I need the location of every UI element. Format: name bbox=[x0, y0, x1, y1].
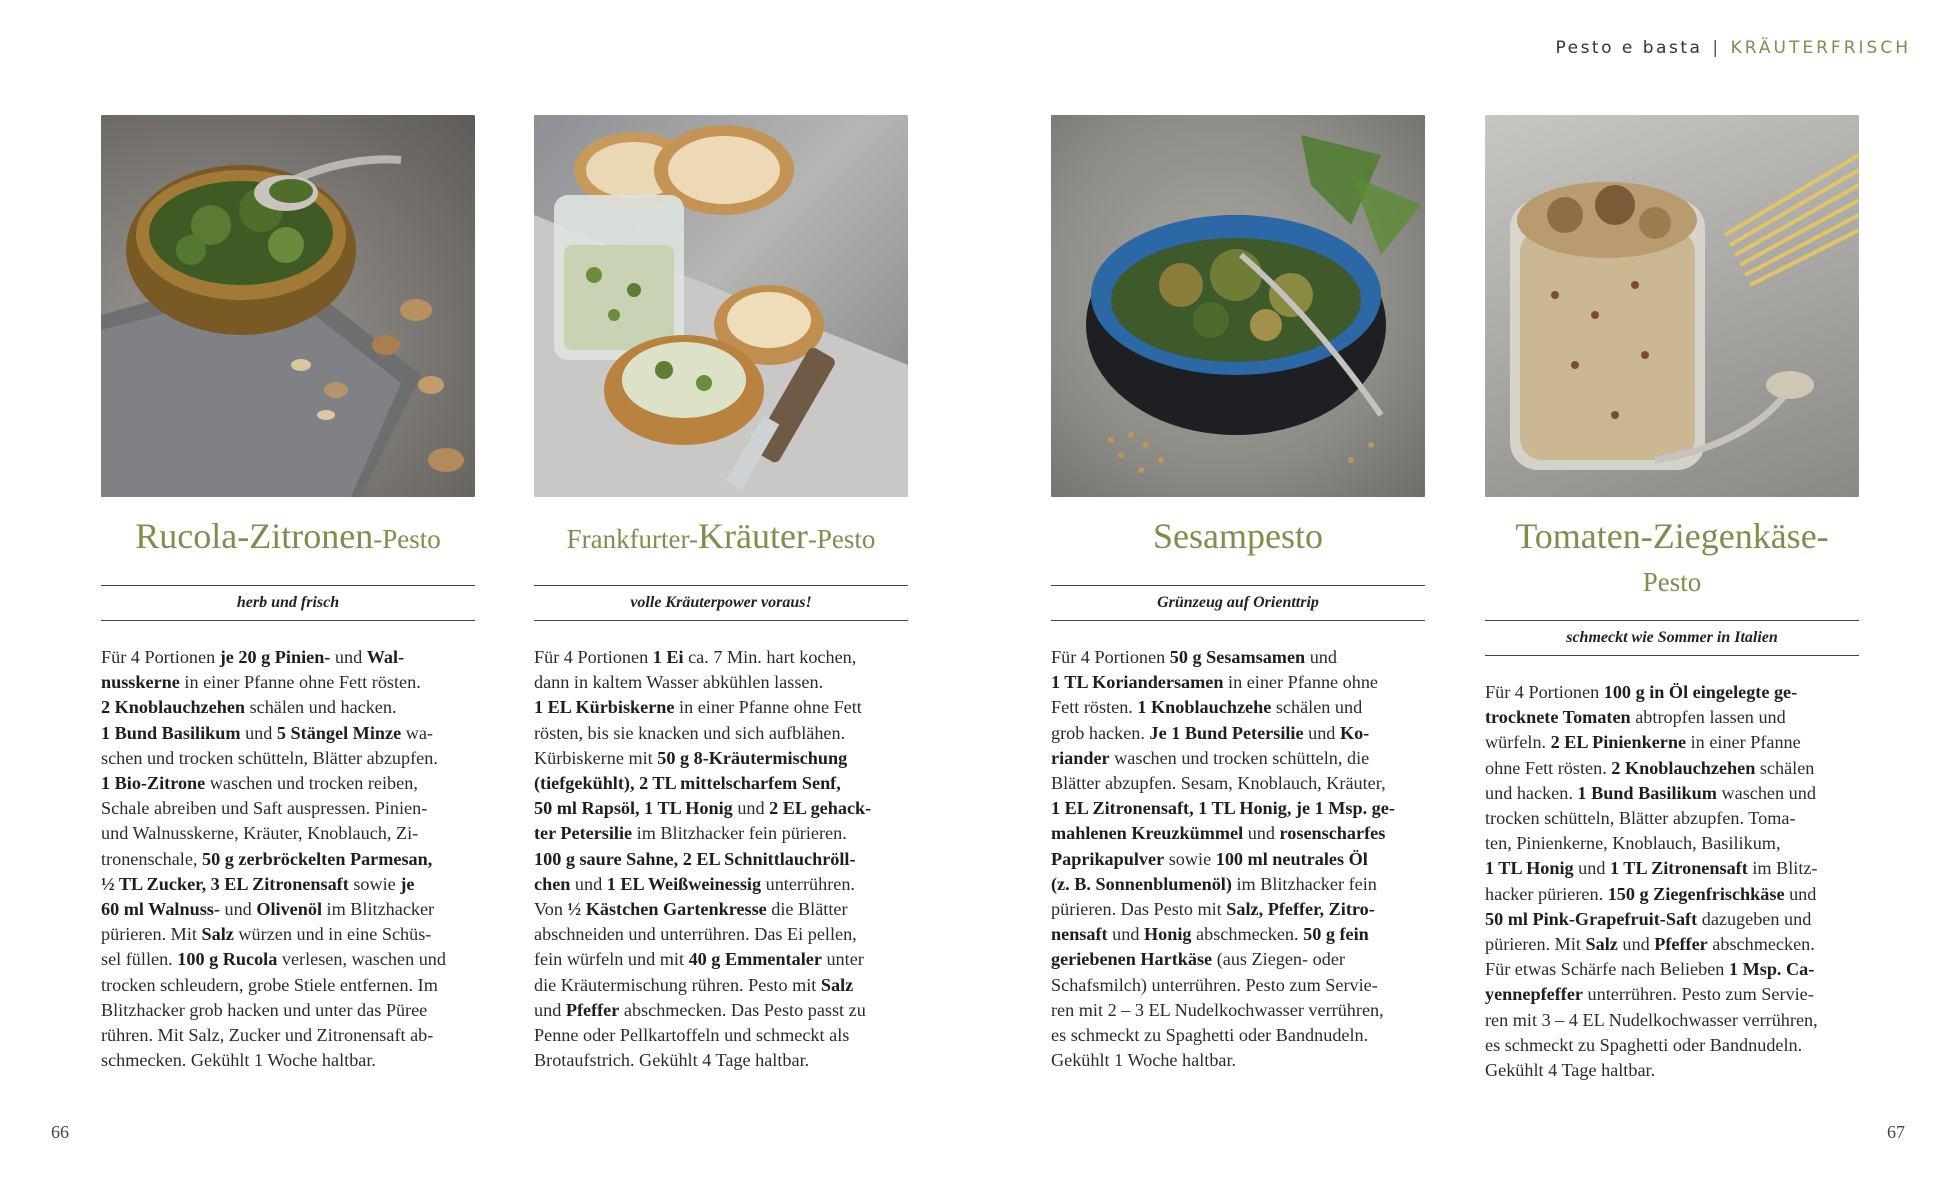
ingredient-text: 1 EL Weißweinessig bbox=[606, 873, 762, 894]
instruction-line bbox=[1051, 796, 1425, 821]
instruction-line bbox=[1051, 695, 1425, 720]
instruction-line bbox=[1485, 781, 1859, 806]
ingredient-text: 2 EL Pinienkerne bbox=[1550, 732, 1687, 753]
ingredient-text: chen bbox=[534, 873, 571, 894]
instruction-line bbox=[1485, 957, 1859, 982]
instruction-line bbox=[101, 922, 475, 947]
recipe-instructions bbox=[534, 645, 908, 1073]
ingredient-text: 50 g fein bbox=[1303, 924, 1369, 945]
recipe-card bbox=[1051, 115, 1425, 1073]
instruction-line bbox=[101, 670, 475, 695]
instruction-text: sowie bbox=[1164, 848, 1216, 869]
instruction-line bbox=[534, 947, 908, 972]
instruction-text: und hacken. bbox=[1485, 782, 1578, 803]
recipe-subtitle: volle Kräuterpower voraus! bbox=[534, 585, 908, 621]
instruction-text: und bbox=[570, 873, 607, 894]
ingredient-text: Wal- bbox=[366, 647, 405, 667]
instruction-line bbox=[534, 922, 908, 947]
header-separator: | bbox=[1712, 38, 1721, 58]
instruction-text: dazugeben und bbox=[1697, 908, 1812, 929]
instruction-line bbox=[1485, 907, 1859, 932]
instruction-text: Für 4 Portionen bbox=[534, 647, 653, 667]
instruction-line bbox=[534, 847, 908, 872]
instruction-line bbox=[1485, 831, 1859, 856]
instruction-text: unterrühren. Pesto zum Servie- bbox=[1582, 984, 1814, 1005]
instruction-text: abschmecken. bbox=[1191, 924, 1304, 945]
running-header bbox=[1555, 38, 1911, 58]
instruction-text: schen und trocken schütteln, Blätter abzupfen. bbox=[101, 747, 438, 768]
instruction-text: pürieren. Das Pesto mit bbox=[1051, 899, 1227, 920]
ingredient-text: ter Petersilie bbox=[534, 823, 633, 844]
tomaten-ziegenkaese-pesto-jar-photo bbox=[1485, 115, 1859, 497]
instruction-line bbox=[1051, 847, 1425, 872]
ingredient-text: 1 Knoblauchzehe bbox=[1137, 697, 1272, 718]
instruction-text: und bbox=[534, 999, 566, 1020]
recipe-instructions bbox=[1485, 680, 1859, 1083]
instruction-line bbox=[1051, 897, 1425, 922]
ingredient-text: 50 ml Pink-Grapefruit-Saft bbox=[1485, 908, 1698, 929]
recipe-subtitle: herb und frisch bbox=[101, 585, 475, 621]
ingredient-text: Pfeffer bbox=[565, 999, 620, 1020]
instruction-line bbox=[534, 645, 908, 670]
recipe-card bbox=[101, 115, 475, 1073]
instruction-text: wa- bbox=[401, 722, 433, 743]
instruction-text: und bbox=[240, 722, 277, 743]
instruction-text: (aus Ziegen- oder bbox=[1212, 949, 1345, 970]
instruction-line bbox=[534, 721, 908, 746]
page-number-left: 66 bbox=[51, 1122, 69, 1142]
instruction-text: schmecken. Gekühlt 1 Woche haltbar. bbox=[101, 1050, 376, 1071]
ingredient-text: 1 TL Koriandersamen bbox=[1051, 672, 1224, 693]
ingredient-text: Salz bbox=[820, 974, 854, 995]
instruction-text: und bbox=[1107, 924, 1144, 945]
recipe-title bbox=[1485, 517, 1859, 606]
ingredient-text: 1 EL Kürbiskerne bbox=[534, 697, 675, 718]
instruction-line bbox=[1485, 1008, 1859, 1033]
ingredient-text: 100 g Rucola bbox=[177, 949, 278, 970]
recipe-card bbox=[1485, 115, 1859, 1083]
instruction-text: in einer Pfanne ohne Fett bbox=[674, 697, 862, 718]
instruction-text: Gekühlt 1 Woche haltbar. bbox=[1051, 1050, 1237, 1071]
ingredient-text: (z. B. Sonnenblumenöl) bbox=[1051, 873, 1232, 894]
instruction-text: schälen und bbox=[1271, 697, 1363, 718]
instruction-text: Blätter abzupfen. Sesam, Knoblauch, Kräuter, bbox=[1051, 773, 1386, 794]
instruction-text: schälen bbox=[1755, 757, 1815, 778]
instruction-text: Schale abreiben und Saft auspressen. Pinien- bbox=[101, 798, 428, 819]
instruction-line bbox=[101, 721, 475, 746]
instruction-line bbox=[534, 821, 908, 846]
instruction-line bbox=[1051, 1048, 1425, 1073]
instruction-text: ren mit 2 – 3 EL Nudelkochwasser verrühren, bbox=[1051, 999, 1384, 1020]
instruction-line bbox=[101, 973, 475, 998]
ingredient-text: 1 Bio-Zitrone bbox=[101, 773, 206, 794]
instruction-line bbox=[1051, 872, 1425, 897]
instruction-text: im Blitzhacker fein pürieren. bbox=[632, 823, 847, 844]
instruction-text: hacker pürieren. bbox=[1485, 883, 1608, 904]
ingredient-text: 1 TL Honig bbox=[1485, 858, 1574, 879]
title-part: -Pesto bbox=[807, 524, 876, 554]
instruction-line bbox=[534, 695, 908, 720]
instruction-line bbox=[1485, 806, 1859, 831]
ingredient-text: yennepfeffer bbox=[1485, 984, 1583, 1005]
page-number-right: 67 bbox=[1887, 1122, 1905, 1142]
ingredient-text: Ko- bbox=[1339, 722, 1370, 743]
instruction-text: Gekühlt 4 Tage haltbar. bbox=[1485, 1060, 1656, 1081]
instruction-line bbox=[534, 897, 908, 922]
instruction-text: waschen und bbox=[1716, 782, 1816, 803]
ingredient-text: 2 Knoblauchzehen bbox=[101, 697, 246, 718]
instruction-text: im Blitzhacker fein bbox=[1231, 873, 1377, 894]
sesampesto-blue-bowl-photo bbox=[1051, 115, 1425, 497]
instruction-text: die Kräutermischung rühren. Pesto mit bbox=[534, 974, 821, 995]
recipe-title bbox=[1051, 517, 1425, 571]
instruction-text: in einer Pfanne bbox=[1686, 732, 1801, 753]
instruction-text: sel füllen. bbox=[101, 949, 178, 970]
instruction-text: Für 4 Portionen bbox=[1051, 647, 1170, 667]
instruction-text: und bbox=[1784, 883, 1817, 904]
ingredient-text: ½ TL Zucker, 3 EL Zitronensaft bbox=[101, 873, 349, 894]
instruction-text: in einer Pfanne ohne Fett rösten. bbox=[179, 672, 421, 693]
ingredient-text: Salz bbox=[1585, 934, 1618, 955]
instruction-text: abschmecken. bbox=[1707, 934, 1815, 955]
instruction-line bbox=[1051, 922, 1425, 947]
instruction-line bbox=[101, 872, 475, 897]
instruction-line bbox=[101, 821, 475, 846]
recipe-instructions bbox=[101, 645, 475, 1073]
recipe-instructions bbox=[1051, 645, 1425, 1073]
title-part: Sesampesto bbox=[1153, 516, 1323, 556]
instruction-text: fein würfeln und mit bbox=[534, 949, 689, 970]
instruction-line bbox=[1051, 1023, 1425, 1048]
instruction-line bbox=[534, 670, 908, 695]
title-part: Pesto bbox=[1642, 567, 1702, 597]
instruction-line bbox=[1051, 821, 1425, 846]
instruction-line bbox=[101, 746, 475, 771]
frankfurter-pesto-bread-photo bbox=[534, 115, 908, 497]
instruction-text: in einer Pfanne ohne bbox=[1223, 672, 1379, 693]
instruction-line bbox=[101, 847, 475, 872]
instruction-line bbox=[534, 1023, 908, 1048]
instruction-text: tronenschale, bbox=[101, 848, 202, 869]
instruction-text: abtropfen lassen und bbox=[1630, 707, 1786, 728]
ingredient-text: 50 g Sesamsamen bbox=[1169, 647, 1306, 667]
ingredient-text: 1 Bund Basilikum bbox=[1577, 782, 1717, 803]
instruction-line bbox=[101, 695, 475, 720]
title-part: Frankfurter- bbox=[566, 524, 698, 554]
instruction-text: Brotaufstrich. Gekühlt 4 Tage haltbar. bbox=[534, 1050, 810, 1071]
ingredient-text: 100 g saure Sahne, 2 EL Schnittlauchröll- bbox=[534, 848, 856, 869]
instruction-line bbox=[1485, 1033, 1859, 1058]
ingredient-text: Pfeffer bbox=[1654, 934, 1708, 955]
ingredient-text: 150 g Ziegenfrischkäse bbox=[1607, 883, 1785, 904]
instruction-line bbox=[1485, 756, 1859, 781]
instruction-text: ohne Fett rösten. bbox=[1485, 757, 1612, 778]
instruction-line bbox=[534, 872, 908, 897]
instruction-text: unterrühren. bbox=[761, 873, 855, 894]
instruction-text: Penne oder Pellkartoffeln und schmeckt als bbox=[534, 1025, 850, 1046]
title-part: Kräuter bbox=[697, 516, 808, 556]
ingredient-text: nensaft bbox=[1051, 924, 1108, 945]
instruction-text: abschmecken. Das Pesto passt zu bbox=[619, 999, 866, 1020]
instruction-text: Blitzhacker grob hacken und unter das Püree bbox=[101, 999, 428, 1020]
ingredient-text: 2 Knoblauchzehen bbox=[1611, 757, 1756, 778]
ingredient-text: 1 Ei bbox=[652, 647, 684, 667]
instruction-text: Für etwas Schärfe nach Belieben bbox=[1485, 959, 1729, 980]
ingredient-text: Salz, Pfeffer, Zitro- bbox=[1226, 899, 1375, 920]
rucola-pesto-bowl-photo bbox=[101, 115, 475, 497]
book-title: Pesto e basta bbox=[1555, 38, 1703, 58]
instruction-line bbox=[101, 1023, 475, 1048]
ingredient-text: 1 EL Zitronensaft, 1 TL Honig, je 1 Msp. ge- bbox=[1051, 798, 1395, 819]
instruction-line bbox=[1485, 856, 1859, 881]
ingredient-text: mahlenen Kreuzkümmel bbox=[1051, 823, 1244, 844]
instruction-text: waschen und trocken reiben, bbox=[205, 773, 418, 794]
ingredient-text: 60 ml Walnuss- bbox=[101, 899, 220, 920]
instruction-line bbox=[101, 1048, 475, 1073]
instruction-line bbox=[101, 897, 475, 922]
ingredient-text: riander bbox=[1051, 747, 1110, 768]
instruction-text: trocken schütteln, Blätter abzupfen. Toma- bbox=[1485, 808, 1796, 829]
instruction-line bbox=[534, 771, 908, 796]
instruction-line bbox=[534, 1048, 908, 1073]
instruction-text: würzen und in eine Schüs- bbox=[233, 924, 432, 945]
title-part: Tomaten-Ziegenkäse- bbox=[1515, 516, 1829, 556]
instruction-text: Schafsmilch) unterrühren. Pesto zum Servie- bbox=[1051, 974, 1378, 995]
instruction-line bbox=[534, 746, 908, 771]
ingredient-text: je bbox=[400, 873, 415, 894]
recipe-card bbox=[534, 115, 908, 1073]
ingredient-text: 2 EL gehack- bbox=[769, 798, 872, 819]
instruction-line bbox=[1051, 746, 1425, 771]
instruction-line bbox=[1051, 721, 1425, 746]
ingredient-text: Olivenöl bbox=[256, 899, 322, 920]
ingredient-text: 1 Msp. Ca- bbox=[1728, 959, 1815, 980]
instruction-text: und bbox=[219, 899, 257, 920]
instruction-text: und bbox=[1305, 647, 1337, 667]
ingredient-text: 40 g Emmentaler bbox=[688, 949, 822, 970]
instruction-text: würfeln. bbox=[1485, 732, 1551, 753]
title-part: -Pesto bbox=[373, 524, 441, 554]
instruction-line bbox=[1485, 882, 1859, 907]
instruction-text: grob hacken. bbox=[1051, 722, 1150, 743]
ingredient-text: ½ Kästchen Gartenkresse bbox=[567, 899, 767, 920]
ingredient-text: je 20 g Pinien- bbox=[219, 647, 331, 667]
instruction-text: verlesen, waschen und bbox=[277, 949, 446, 970]
instruction-text: ten, Pinienkerne, Knoblauch, Basilikum, bbox=[1485, 833, 1781, 854]
instruction-text: schälen und hacken. bbox=[245, 697, 397, 718]
instruction-line bbox=[1485, 932, 1859, 957]
ingredient-text: 50 g 8-Kräutermischung bbox=[657, 747, 848, 768]
instruction-text: ren mit 3 – 4 EL Nudelkochwasser verrühren, bbox=[1485, 1009, 1818, 1030]
instruction-line bbox=[101, 998, 475, 1023]
instruction-text: die Blätter bbox=[766, 899, 848, 920]
instruction-line bbox=[1051, 670, 1425, 695]
instruction-line bbox=[534, 998, 908, 1023]
instruction-line bbox=[1485, 1058, 1859, 1083]
ingredient-text: Paprikapulver bbox=[1051, 848, 1165, 869]
ingredient-text: 50 ml Rapsöl, 1 TL Honig bbox=[534, 798, 733, 819]
ingredient-text: trocknete Tomaten bbox=[1485, 707, 1631, 728]
instruction-text: und bbox=[330, 647, 367, 667]
instruction-line bbox=[1051, 998, 1425, 1023]
ingredient-text: 1 TL Zitronensaft bbox=[1610, 858, 1748, 879]
instruction-text: dann in kaltem Wasser abkühlen lassen. bbox=[534, 672, 824, 693]
instruction-line bbox=[101, 796, 475, 821]
instruction-text: waschen und trocken schütteln, die bbox=[1109, 747, 1370, 768]
instruction-text: pürieren. Mit bbox=[101, 924, 202, 945]
ingredient-text: Je 1 Bund Petersilie bbox=[1149, 722, 1304, 743]
instruction-line bbox=[1051, 947, 1425, 972]
ingredient-text: 100 ml neutrales Öl bbox=[1215, 848, 1368, 869]
instruction-text: im Blitzhacker bbox=[322, 899, 435, 920]
instruction-text: und bbox=[1243, 823, 1280, 844]
ingredient-text: Salz bbox=[201, 924, 234, 945]
instruction-line bbox=[1485, 705, 1859, 730]
ingredient-text: 1 Bund Basilikum bbox=[101, 722, 241, 743]
instruction-line bbox=[1051, 645, 1425, 670]
instruction-text: unter bbox=[821, 949, 864, 970]
ingredient-text: 100 g in Öl eingelegte ge- bbox=[1603, 682, 1798, 702]
ingredient-text: 50 g zerbröckelten Parmesan, bbox=[202, 848, 433, 869]
instruction-text: rühren. Mit Salz, Zucker und Zitronensaft ab- bbox=[101, 1025, 434, 1046]
recipe-title bbox=[101, 517, 475, 571]
section-title: KRÄUTERFRISCH bbox=[1730, 38, 1911, 58]
instruction-text: es schmeckt zu Spaghetti oder Bandnudeln. bbox=[1051, 1025, 1369, 1046]
instruction-text: und Walnusskerne, Kräuter, Knoblauch, Zi- bbox=[101, 823, 419, 844]
instruction-text: Kürbiskerne mit bbox=[534, 747, 658, 768]
instruction-text: trocken schleudern, grobe Stiele entfernen. Im bbox=[101, 974, 438, 995]
instruction-line bbox=[101, 771, 475, 796]
instruction-text: Für 4 Portionen bbox=[1485, 682, 1604, 702]
instruction-line bbox=[101, 645, 475, 670]
instruction-text: und bbox=[1573, 858, 1610, 879]
instruction-text: pürieren. Mit bbox=[1485, 934, 1586, 955]
instruction-text: im Blitz- bbox=[1747, 858, 1818, 879]
instruction-line bbox=[534, 973, 908, 998]
ingredient-text: rosenscharfes bbox=[1279, 823, 1386, 844]
instruction-line bbox=[1051, 771, 1425, 796]
instruction-text: Fett rösten. bbox=[1051, 697, 1138, 718]
instruction-text: rösten, bis sie knacken und sich aufblähen. bbox=[534, 722, 846, 743]
instruction-text: abschneiden und unterrühren. Das Ei pellen, bbox=[534, 924, 857, 945]
instruction-text: Für 4 Portionen bbox=[101, 647, 220, 667]
instruction-text: Von bbox=[534, 899, 568, 920]
recipe-subtitle: Grünzeug auf Orienttrip bbox=[1051, 585, 1425, 621]
ingredient-text: nusskerne bbox=[101, 672, 180, 693]
recipe-title bbox=[534, 517, 908, 571]
ingredient-text: geriebenen Hartkäse bbox=[1051, 949, 1213, 970]
instruction-text: und bbox=[1303, 722, 1340, 743]
instruction-line bbox=[1485, 680, 1859, 705]
instruction-text: und bbox=[732, 798, 770, 819]
ingredient-text: (tiefgekühlt), 2 TL mittelscharfem Senf, bbox=[534, 773, 841, 794]
instruction-text: und bbox=[1617, 934, 1655, 955]
ingredient-text: 5 Stängel Minze bbox=[276, 722, 402, 743]
instruction-line bbox=[1051, 973, 1425, 998]
ingredient-text: Honig bbox=[1143, 924, 1192, 945]
recipe-subtitle: schmeckt wie Sommer in Italien bbox=[1485, 620, 1859, 656]
title-part: Rucola-Zitronen bbox=[135, 516, 374, 556]
instruction-line bbox=[1485, 730, 1859, 755]
instruction-text: sowie bbox=[348, 873, 401, 894]
instruction-text: ca. 7 Min. hart kochen, bbox=[683, 647, 857, 667]
instruction-line bbox=[101, 947, 475, 972]
instruction-line bbox=[534, 796, 908, 821]
instruction-text: es schmeckt zu Spaghetti oder Bandnudeln. bbox=[1485, 1034, 1803, 1055]
instruction-line bbox=[1485, 982, 1859, 1007]
